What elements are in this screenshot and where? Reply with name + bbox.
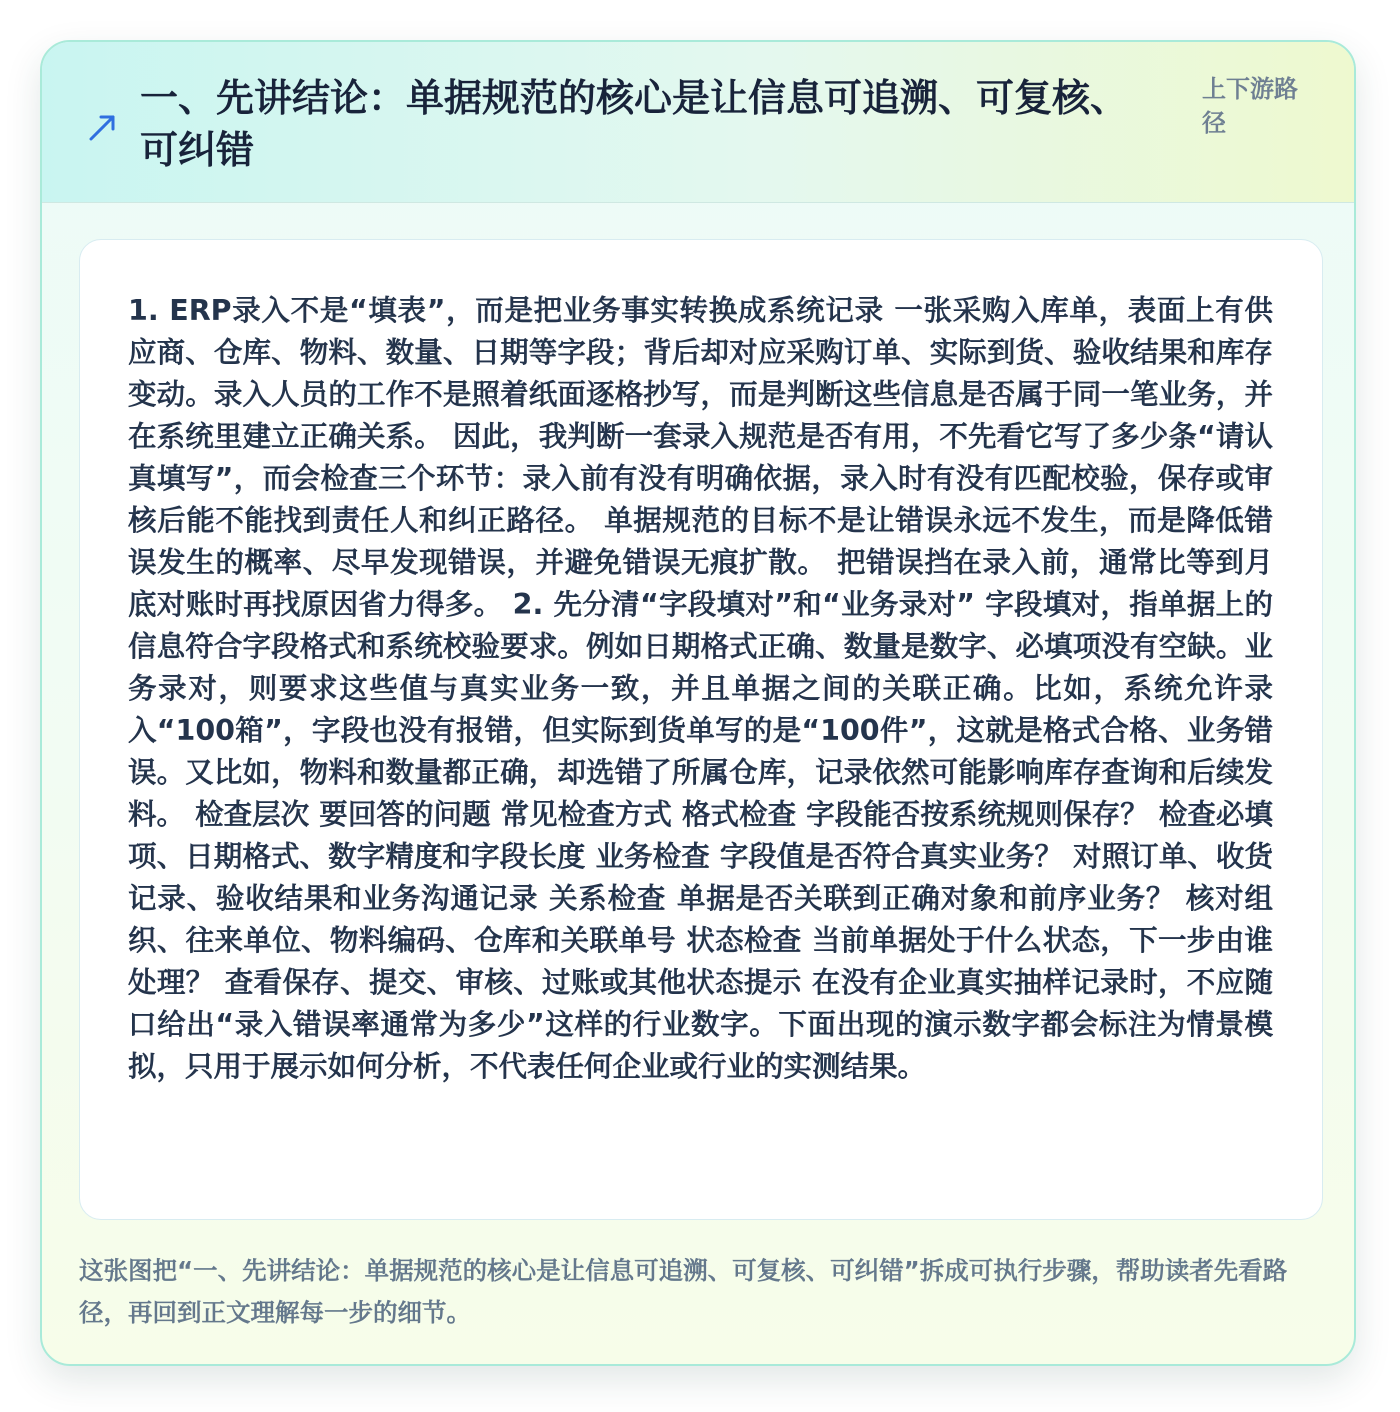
- section-tag: 上下游路径: [1202, 75, 1298, 137]
- infographic-card: [40, 40, 1356, 1366]
- figure-caption: 这张图把“一、先讲结论：单据规范的核心是让信息可追溯、可复核、可纠错”拆成可执行步骤，帮助读者先看路径，再回到正文理解每一步的细节。: [79, 1256, 1288, 1327]
- card-title: 一、先讲结论：单据规范的核心是让信息可追溯、可复核、可纠错: [140, 76, 1129, 172]
- body-text: 1. ERP录入不是“填表”，而是把业务事实转换成系统记录 一张采购入库单，表面上有供应商、仓库、物料、数量、日期等字段；背后却对应采购订单、实际到货、验收结果和库存变动。录入人员的工作不是照着纸面逐格抄写，而是判断这些信息是否属于同一笔业务，并在系统里建立正确关系。 因此，我判断一套录入规范是否有用，不先看它写了多少条“请认真填写”，而会检查三个环节：录入前有没有明确依据，录入时有没有匹配校验，保存或审核后能不能找到责任人和纠正路径。 单据规范的目标不是让错误永远不发生，而是降低错误发生的概率、尽早发现错误，并避免错误无痕扩散。 把错误挡在录入前，通常比等到月底对账时再找原因省力得多。 2. 先分清“字段填对”和“业务录对” 字段填对，指单据上的信息符合字段格式和系统校验要求。例如日期格式正确、数量是数字、必填项没有空缺。业务录对，则要求这些值与真实业务一致，并且单据之间的关联正确。比如，系统允许录入“100箱”，字段也没有报错，但实际到货单写的是“100件”，这就是格式合格、业务错误。又比如，物料和数量都正确，却选错了所属仓库，记录依然可能影响库存查询和后续发料。 检查层次 要回答的问题 常见检查方式 格式检查 字段能否按系统规则保存？ 检查必填项、日期格式、数字精度和字段长度 业务检查 字段值是否符合真实业务？ 对照订单、收货记录、验收结果和业务沟通记录 关系检查 单据是否关联到正确对象和前序业务？ 核对组织、往来单位、物料编码、仓库和关联单号 状态检查 当前单据处于什么状态，下一步由谁处理？ 查看保存、提交、审核、过账或其他状态提示 在没有企业真实抽样记录时，不应随口给出“录入错误率通常为多少”这样的行业数字。下面出现的演示数字都会标注为情景模拟，只用于展示如何分析，不代表任何企业或行业的实测结果。: [128, 294, 1273, 1083]
- arrow-up-right-icon: [86, 110, 120, 144]
- content-panel: [79, 239, 1323, 1220]
- card-header: [42, 42, 1354, 203]
